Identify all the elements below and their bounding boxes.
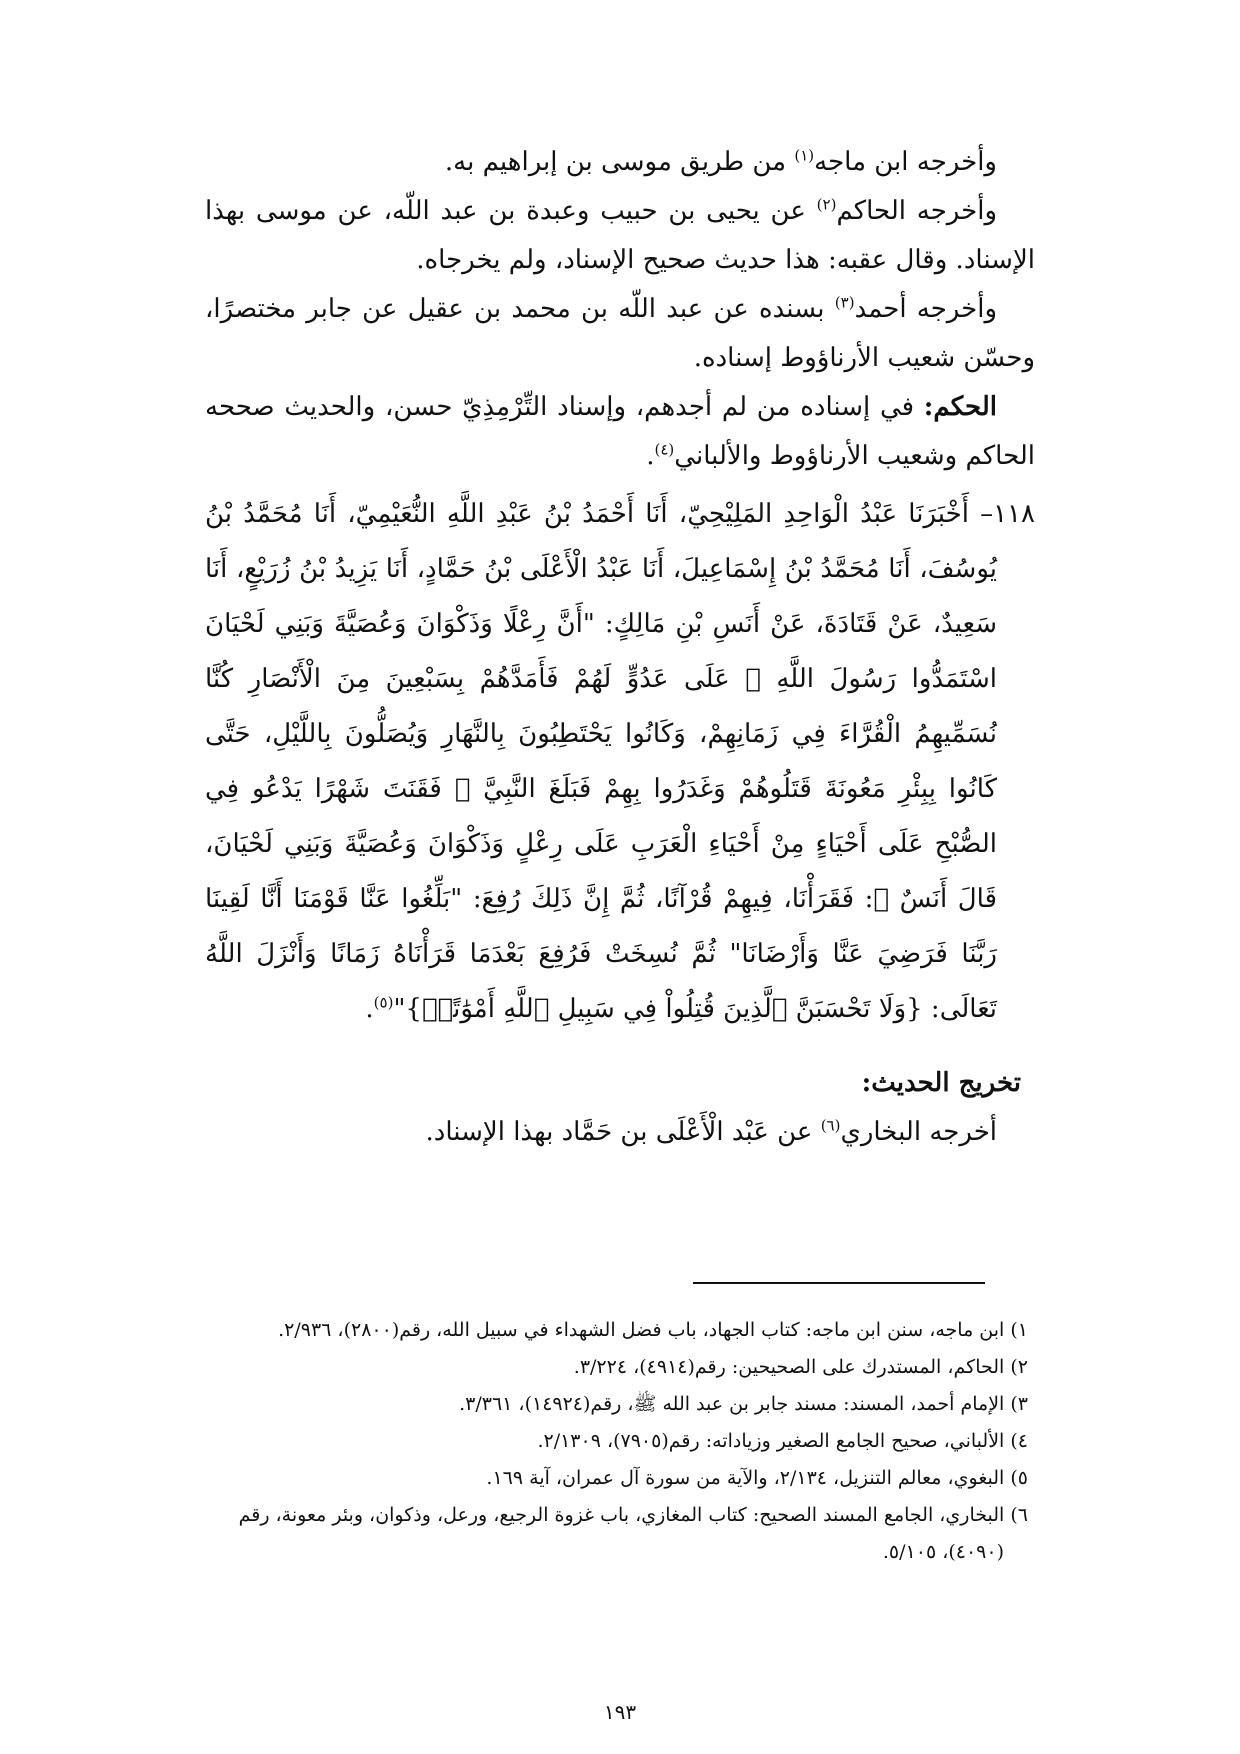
footnote-separator bbox=[693, 1282, 985, 1284]
footnote-6-continuation: (٤٠٩٠)، ٥/١٠٥. bbox=[882, 1541, 1004, 1563]
footnote-3: ٣) الإمام أحمد، المسند: مسند جابر بن عبد الله ﷺ، رقم(١٤٩٢٤)، ٣/٣٦١. bbox=[459, 1393, 1028, 1415]
main-text bbox=[205, 138, 1035, 1157]
paragraph-ahmad: وأخرجه أحمد$^{(٣)}$ بسنده عن عبد اللّه بن محمد بن عقيل عن جابر مختصرًا، وحسّن شعيب الأرناؤوط إسناده. bbox=[205, 293, 1035, 373]
hadith-118: ١١٨– أَخْبَرَنَا عَبْدُ الْوَاحِدِ المَلِيْحِيّ، أَنَا أَحْمَدُ بْنُ عَبْدِ اللَّهِ النُّعَيْمِيّ، أَنَا مُحَمَّدُ بْنُ يُوسُفَ، أَنَا مُحَمَّدُ بْنُ إِسْمَاعِيلَ، أَنَا عَبْدُ الْأَعْلَى بْنُ حَمَّادٍ، أَنَا يَزِيدُ بْنُ زُرَيْعٍ، أَنَا سَعِيدٌ، عَنْ قَتَادَةَ، عَنْ أَنَسِ بْنِ مَالِكٍ: "أَنَّ رِعْلًا وَذَكْوَانَ وَعُصَيَّةَ وَبَنِي لَحْيَانَ اسْتَمَدُّوا رَسُولَ اللَّهِ ﷺ عَلَى عَدُوٍّ لَهُمْ فَأَمَدَّهُمْ بِسَبْعِينَ مِنَ الْأَنْصَارِ كُنَّا نُسَمِّيهِمُ الْقُرَّاءَ فِي زَمَانِهِمْ، وَكَانُوا يَحْتَطِبُونَ بِالنَّهَارِ وَيُصَلُّونَ بِاللَّيْلِ، حَتَّى كَانُوا بِبِئْرِ مَعُونَةَ قَتَلُوهُمْ وَغَدَرُوا بِهِمْ فَبَلَغَ النَّبِيَّ ﷺ فَقَنَتَ شَهْرًا يَدْعُو فِي الصُّبْحِ عَلَى أَحْيَاءٍ مِنْ أَحْيَاءِ الْعَرَبِ عَلَى رِعْلٍ وَذَكْوَانَ وَعُصَيَّةَ وَبَنِي لَحْيَانَ، قَالَ أَنَسٌ ﷺ: فَقَرَأْنَا، فِيهِمْ قُرْآنًا، ثُمَّ إِنَّ ذَلِكَ رُفِعَ: "بَلِّغُوا عَنَّا قَوْمَنَا أَنَّا لَقِينَا رَبَّنَا فَرَضِيَ عَنَّا وَأَرْضَانَا" ثُمَّ نُسِخَتْ فَرُفِعَ بَعْدَمَا قَرَأْنَاهُ زَمَانًا وَأَنْزَلَ اللَّهُ تَعَالَى: {وَلَا تَحْسَبَنَّ ٱلَّذِينَ قُتِلُواْ فِي سَبِيلِ ٱللَّهِ أَمْوَٰتًاۢ}"$^{(٥)}$. bbox=[205, 499, 1035, 1024]
paragraph-hukm: الحكم: في إسناده من لم أجدهم، وإسناد التِّرْمِذِيّ حسن، والحديث صححه الحاكم وشعيب الأرناؤوط والألباني$^{(٤)}$. bbox=[205, 392, 1035, 471]
page-number: ١٩٣ bbox=[603, 1700, 637, 1724]
footnote-ref-5[interactable]: (٥) bbox=[373, 993, 394, 1012]
footnote-ref-6[interactable]: (٦) bbox=[820, 1116, 841, 1135]
footnote-ref-3[interactable]: (٣) bbox=[834, 293, 855, 312]
hadith-number: ١١٨– bbox=[980, 499, 1035, 529]
paragraph-bukhari: أخرجه البخاري$^{(٦)}$ عن عَبْد الْأَعْلَى بن حَمَّاد بهذا الإسناد. bbox=[425, 1116, 997, 1147]
takhrij-heading: تخريج الحديث: bbox=[861, 1068, 1021, 1098]
paragraph-ibn-majah: وأخرجه ابن ماجه$^{(١)}$ من طريق موسى بن إبراهيم به. bbox=[444, 146, 997, 177]
hadith-text: أَخْبَرَنَا عَبْدُ الْوَاحِدِ المَلِيْحِيّ، أَنَا أَحْمَدُ بْنُ عَبْدِ اللَّهِ النُّعَيْمِيّ، أَنَا مُحَمَّدُ بْنُ يُوسُفَ، أَنَا مُحَمَّدُ بْنُ إِسْمَاعِيلَ، أَنَا عَبْدُ الْأَعْلَى بْنُ حَمَّادٍ، أَنَا يَزِيدُ بْنُ زُرَيْعٍ، أَنَا سَعِيدٌ، عَنْ قَتَادَةَ، عَنْ أَنَسِ بْنِ مَالِكٍ: "أَنَّ رِعْلًا وَذَكْوَانَ وَعُصَيَّةَ وَبَنِي لَحْيَانَ اسْتَمَدُّوا رَسُولَ اللَّهِ ﷺ عَلَى عَدُوٍّ لَهُمْ فَأَمَدَّهُمْ بِسَبْعِينَ مِنَ الْأَنْصَارِ كُنَّا نُسَمِّيهِمُ الْقُرَّاءَ فِي زَمَانِهِمْ، وَكَانُوا يَحْتَطِبُونَ بِالنَّهَارِ وَيُصَلُّونَ بِاللَّيْلِ، حَتَّى كَانُوا بِبِئْرِ مَعُونَةَ قَتَلُوهُمْ وَغَدَرُوا بِهِمْ فَبَلَغَ النَّبِيَّ ﷺ فَقَنَتَ شَهْرًا يَدْعُو فِي الصُّبْحِ عَلَى أَحْيَاءٍ مِنْ أَحْيَاءِ الْعَرَبِ عَلَى رِعْلٍ وَذَكْوَانَ وَعُصَيَّةَ وَبَنِي لَحْيَانَ، قَالَ أَنَسٌ ﷺ: فَقَرَأْنَا، فِيهِمْ قُرْآنًا، ثُمَّ إِنَّ ذَلِكَ رُفِعَ: "بَلِّغُوا عَنَّا قَوْمَنَا أَنَّا لَقِينَا رَبَّنَا فَرَضِيَ عَنَّا وَأَرْضَانَا" ثُمَّ نُسِخَتْ فَرُفِعَ بَعْدَمَا قَرَأْنَاهُ زَمَانًا وَأَنْزَلَ اللَّهُ تَعَالَى: {وَلَا تَحْسَبَنَّ ٱلَّذِينَ قُتِلُواْ فِي سَبِيلِ ٱللَّهِ أَمْوَٰتًاۢ}" bbox=[205, 499, 998, 1024]
footnote-6: ٦) البخاري، الجامع المسند الصحيح: كتاب المغازي، باب غزوة الرجيع، ورعل، وذكوان، وبئر معونة، رقم bbox=[238, 1504, 1028, 1526]
footnote-4: ٤) الألباني، صحيح الجامع الصغير وزياداته: رقم(٧٩٠٥)، ٢/١٣٠٩. bbox=[537, 1430, 1028, 1452]
footnotes bbox=[202, 1312, 1028, 1571]
footnote-2: ٢) الحاكم، المستدرك على الصحيحين: رقم(٤٩١٤)، ٣/٢٢٤. bbox=[573, 1356, 1028, 1378]
footnote-ref-1[interactable]: (١) bbox=[794, 146, 815, 165]
footnote-1: ١) ابن ماجه، سنن ابن ماجه: كتاب الجهاد، باب فضل الشهداء في سبيل الله، رقم(٢٨٠٠)، ٢/٩٣٦. bbox=[278, 1319, 1028, 1341]
hukm-label: الحكم: bbox=[923, 392, 997, 422]
paragraph-hakim: وأخرجه الحاكم$^{(٢)}$ عن يحيى بن حبيب وعبدة بن عبد اللّه، عن موسى بهذا الإسناد. وقال عقبه: هذا حديث صحيح الإسناد، ولم يخرجاه. bbox=[205, 195, 1035, 275]
footnote-ref-2[interactable]: (٢) bbox=[816, 195, 837, 214]
footnote-ref-4[interactable]: (٤) bbox=[654, 440, 675, 459]
footnote-5: ٥) البغوي، معالم التنزيل، ٢/١٣٤، والآية من سورة آل عمران، آية ١٦٩. bbox=[486, 1467, 1028, 1489]
